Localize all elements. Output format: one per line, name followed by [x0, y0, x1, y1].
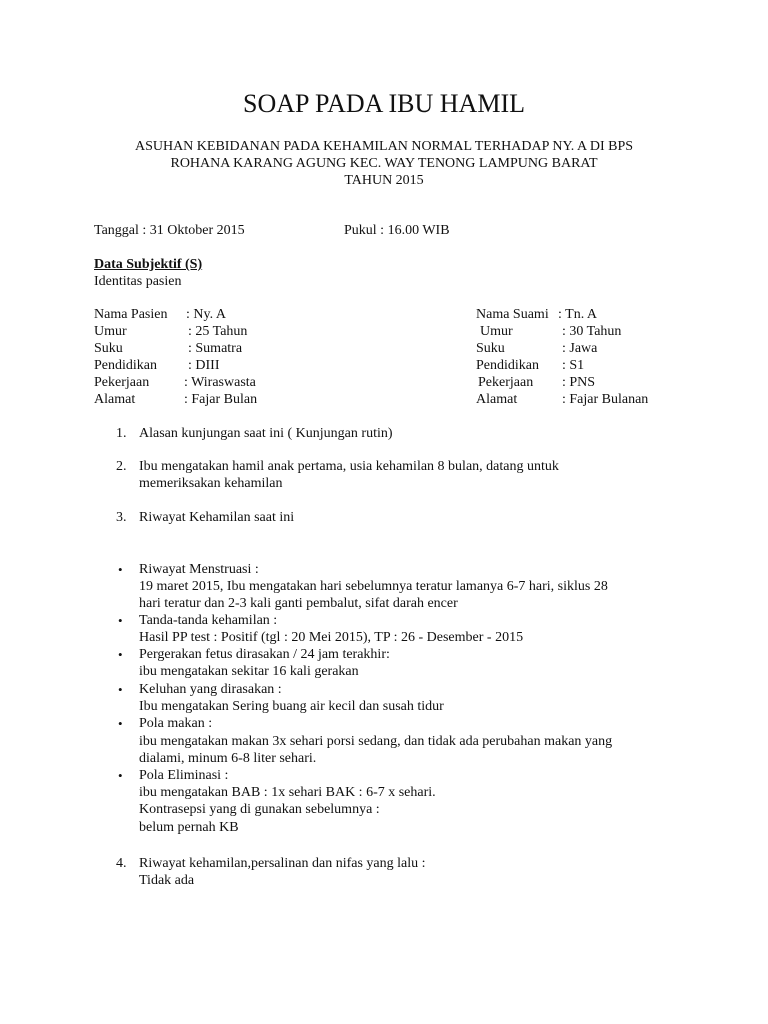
subtitle-line: ASUHAN KEBIDANAN PADA KEHAMILAN NORMAL TERHADAP NY. A DI BPS: [134, 139, 634, 154]
bullet-icon: •: [118, 613, 123, 628]
husband-value: : Tn. A: [558, 307, 598, 322]
bullet-text: dialami, minum 6-8 liter sehari.: [139, 751, 317, 766]
date-field: Tanggal : 31 Oktober 2015: [94, 223, 245, 238]
bullet-heading: Tanda-tanda kehamilan :: [139, 613, 278, 628]
section-heading-subjective: Data Subjektif (S): [94, 257, 203, 272]
patient-label: Pekerjaan: [94, 375, 150, 390]
husband-label: Pekerjaan: [478, 375, 534, 390]
list-item-text: Tidak ada: [139, 873, 195, 888]
list-number: 2.: [116, 459, 127, 474]
document-title: SOAP PADA IBU HAMIL: [243, 89, 525, 118]
patient-label: Pendidikan: [94, 358, 157, 373]
bullet-text: ibu mengatakan BAB : 1x sehari BAK : 6-7 x sehari.: [139, 785, 436, 800]
bullet-heading: Pola Eliminasi :: [139, 768, 229, 783]
list-item-text: memeriksakan kehamilan: [139, 476, 283, 491]
husband-label: Umur: [480, 324, 513, 339]
list-item-text: Alasan kunjungan saat ini ( Kunjungan rutin): [139, 426, 393, 441]
list-item-text: Ibu mengatakan hamil anak pertama, usia kehamilan 8 bulan, datang untuk: [139, 459, 559, 474]
subtitle-line: TAHUN 2015: [344, 173, 424, 188]
bullet-icon: •: [118, 768, 123, 783]
patient-value: : 25 Tahun: [188, 324, 248, 339]
husband-label: Nama Suami: [476, 307, 549, 322]
patient-label: Nama Pasien: [94, 307, 168, 322]
bullet-text: Hasil PP test : Positif (tgl : 20 Mei 2015), TP : 26 - Desember - 2015: [139, 630, 524, 645]
patient-label: Umur: [94, 324, 127, 339]
husband-value: : PNS: [562, 375, 596, 390]
list-number: 3.: [116, 510, 127, 525]
bullet-text: belum pernah KB: [139, 820, 239, 835]
husband-label: Pendidikan: [476, 358, 539, 373]
patient-value: : DIII: [188, 358, 220, 373]
subtitle-line: ROHANA KARANG AGUNG KEC. WAY TENONG LAMPUNG BARAT: [170, 156, 598, 171]
bullet-heading: Keluhan yang dirasakan :: [139, 682, 282, 697]
bullet-icon: •: [118, 562, 123, 577]
identity-heading: Identitas pasien: [94, 274, 182, 289]
husband-value: : 30 Tahun: [562, 324, 622, 339]
patient-value: : Wiraswasta: [184, 375, 256, 390]
patient-label: Alamat: [94, 392, 136, 407]
husband-label: Alamat: [476, 392, 518, 407]
bullet-heading: Pola makan :: [139, 716, 213, 731]
bullet-text: ibu mengatakan makan 3x sehari porsi sedang, dan tidak ada perubahan makan yang: [139, 734, 613, 749]
time-field: Pukul : 16.00 WIB: [344, 223, 450, 238]
bullet-heading: Riwayat Menstruasi :: [139, 562, 259, 577]
bullet-icon: •: [118, 716, 123, 731]
bullet-heading: Pergerakan fetus dirasakan / 24 jam terakhir:: [139, 647, 390, 662]
husband-value: : S1: [562, 358, 585, 373]
bullet-icon: •: [118, 647, 123, 662]
patient-value: : Ny. A: [186, 307, 226, 322]
bullet-text: ibu mengatakan sekitar 16 kali gerakan: [139, 664, 359, 679]
bullet-text: 19 maret 2015, Ibu mengatakan hari sebelumnya teratur lamanya 6-7 hari, siklus 28: [139, 579, 608, 594]
bullet-text: Kontrasepsi yang di gunakan sebelumnya :: [139, 802, 380, 817]
bullet-text: Ibu mengatakan Sering buang air kecil dan susah tidur: [139, 699, 444, 714]
patient-value: : Sumatra: [188, 341, 243, 356]
husband-value: : Fajar Bulanan: [562, 392, 649, 407]
bullet-icon: •: [118, 682, 123, 697]
patient-value: : Fajar Bulan: [184, 392, 258, 407]
husband-label: Suku: [476, 341, 505, 356]
list-number: 1.: [116, 426, 127, 441]
document-subtitle: [60, 138, 708, 189]
husband-value: : Jawa: [562, 341, 598, 356]
patient-label: Suku: [94, 341, 123, 356]
list-number: 4.: [116, 856, 127, 871]
bullet-text: hari teratur dan 2-3 kali ganti pembalut, sifat darah encer: [139, 596, 458, 611]
list-item-text: Riwayat Kehamilan saat ini: [139, 510, 295, 525]
list-item-text: Riwayat kehamilan,persalinan dan nifas yang lalu :: [139, 856, 426, 871]
